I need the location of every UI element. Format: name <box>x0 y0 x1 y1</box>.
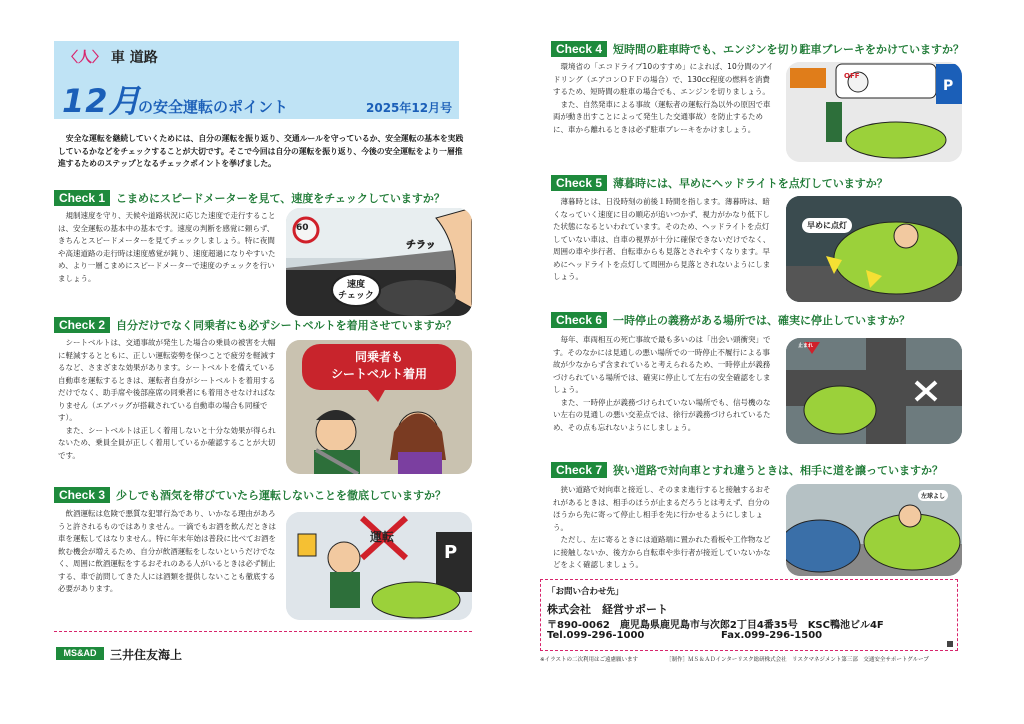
check5-body <box>553 196 775 284</box>
check3-title: 少しでも酒気を帯びていたら運転しないことを徹底していますか？ <box>116 489 447 502</box>
check7-title: 狭い道路で対向車とすれ違うときは、相手に道を譲っていますか？ <box>613 464 944 477</box>
check2-paragraph: また、シートベルトは正しく着用しないと十分な効果が得られないため、乗員全員が正しく着用しているか確認することが大切です。 <box>58 425 276 460</box>
contact-company: 株式会社 経営サポート <box>547 603 668 616</box>
check1-badge: Check 1 <box>54 190 110 206</box>
check3-body <box>58 508 276 596</box>
category-line <box>64 47 158 67</box>
check6-illustration <box>786 338 962 444</box>
check4-body <box>553 61 775 136</box>
engine-off-label: OFF <box>844 72 860 80</box>
contact-fax: Fax.099-296-1500 <box>721 630 823 641</box>
check1-body <box>58 210 276 285</box>
check6-badge: Check 6 <box>551 312 607 328</box>
check3-header <box>54 487 446 503</box>
check7-badge: Check 7 <box>551 462 607 478</box>
check5-header <box>551 175 888 191</box>
check4-illustration <box>786 62 962 162</box>
check7-paragraph: ただし、左に寄るときには道路端に置かれた看板や工作物などに接触しないか、後方から自転車や歩行者が接近していないかなどをよく確認しましょう。 <box>553 535 771 569</box>
intro-paragraph: 安全な運転を継続していくためには、自分の運転を振り返り、交通ルールを守っているか、安全運転の基本を実践しているかなどをチェックすることが大切です。そこで今回は自分の運転を振り返り、今後の安全運転をより一層推進するためのステップとなるチェックポイントを挙げました。 <box>58 134 464 169</box>
category-tag: 〈人〉 <box>64 50 106 66</box>
check2-paragraph: シートベルトは、交通事故が発生した場合の乗員の被害を大幅に軽減するとともに、正しい運転姿勢を保つことで疲労を軽減するなど、さまざまな効果があります。シートベルトを備えている自動車を運転するときは、運転者自身がシートベルトを着用するだけでなく、助手席や後部座席の同乗者にも着用させなければなりません（エアバッグが搭載されている自動車の場合も同様です）。 <box>58 338 276 422</box>
check1-illustration <box>286 208 472 316</box>
speed-check-bubble: 速度 チェック <box>338 280 374 301</box>
check7-illustration <box>786 484 962 576</box>
check5-title: 薄暮時には、早めにヘッドライトを点灯していますか？ <box>613 177 888 190</box>
stop-sign-text: 止まれ <box>798 343 814 349</box>
seatbelt-bubble-line1: 同乗者も <box>354 350 403 364</box>
headlight-bubble: 早めに点灯 <box>802 218 852 233</box>
check7-header <box>551 462 943 478</box>
parking-sign: P <box>444 542 458 563</box>
check2-body <box>58 337 276 462</box>
check2-title: 自分だけでなく同乗者にも必ずシートベルトを着用させていますか？ <box>116 319 457 332</box>
check6-header <box>551 312 910 328</box>
check5-paragraph: 薄暮時とは、日没時刻の前後１時間を指します。薄暮時は、暗くなっていく速度に目の順応が追いつかず、視力がかなり低下した状態になるといわれています。そのため、ヘッドライトを点灯していない車は、自車の視界が十分に確保できないだけでなく、周囲の車や歩行者、自転車からも見落とされやすくなります。早めにヘッドライトを点灯して周囲から見落とされないようにしましょう。 <box>553 197 771 281</box>
check6-paragraph: 毎年、車両相互の死亡事故で最も多いのは「出会い頭衝突」です。そのなかには見通しの悪い場所での一時停止不履行による事故が少なからず含まれていると考えられるため、一時停止が義務づけられている場所では、確実に停止して左右の安全確認をしましょう。 <box>553 335 771 394</box>
check3-paragraph: 飲酒運転は危険で悪質な犯罪行為であり、いかなる理由があろうと許されるものではありません。一滴でもお酒を飲んだときは車を運転してはなりません。特に年末年始は普段に比べてお酒を飲む機会が増えるため、自分が飲酒運転をしないというだけでなく、周囲に飲酒運転をするおそれのある人がいるときは必ず制止する、車で訪問してきた人には酒類を提供しないことも徹底する必要があります。 <box>58 509 276 593</box>
check7-body <box>553 484 775 572</box>
check5-illustration <box>786 196 962 302</box>
contact-tel: Tel.099-296-1000 <box>547 630 645 641</box>
category-label: 車 道路 <box>110 50 158 66</box>
check7-paragraph: 狭い道路で対向車と接近し、そのまま進行すると接触するおそれがあるときは、相手のほうが止まるだろうとは考えず、自分のほうから先に寄って停止し相手を先に行かせるようにしましょう。 <box>553 485 771 532</box>
check6-body <box>553 334 775 434</box>
contact-heading: 「お問い合わせ先」 <box>547 587 624 597</box>
left-clear-bubble: 左球よし <box>918 490 948 501</box>
glance-sfx: チラッ <box>406 240 436 251</box>
check2-illustration <box>286 340 472 474</box>
check4-paragraph: また、自然発車による事故（運転者の運転行為以外の原因で車両が動き出すことによって発生した交通事故）を防止するために、車から離れるときは必ず駐車ブレーキをかけましょう。 <box>553 99 771 134</box>
check1-paragraph: 規制速度を守り、天候や道路状況に応じた速度で走行することは、安全運転の基本中の基本です。速度の判断を感覚に頼らず、きちんとスピードメーターを見てチェックしましょう。特に夜間や高速道路の走行時は速度感覚が鈍り、速度超過になりやすいため、より一層こまめにスピードメーターで速度のチェックを行いましょう。 <box>58 211 276 283</box>
check2-badge: Check 2 <box>54 317 110 333</box>
check6-paragraph: また、一時停止が義務づけられていない場所でも、信号機のない左右の見通しの悪い交差点では、徐行が義務づけられているため、その点も忘れないようにしましょう。 <box>553 397 771 432</box>
speed-sign-text: 60 <box>296 223 309 233</box>
drive-label: 運転 <box>370 530 395 544</box>
illustration-note: ※イラストの二次利用はご遠慮願います <box>540 657 638 663</box>
divider-line <box>54 631 472 632</box>
contact-address: 〒890-0062 鹿児島県鹿児島市与次郎2丁目4番35号 KSC鴨池ビル4F <box>547 620 884 631</box>
check4-badge: Check 4 <box>551 41 607 57</box>
page-subtitle: の安全運転のポイント <box>138 98 289 116</box>
check2-header <box>54 317 457 333</box>
contact-box <box>540 579 958 651</box>
seatbelt-bubble-line2: シートベルト着用 <box>330 367 427 381</box>
check6-title: 一時停止の義務がある場所では、確実に停止していますか？ <box>613 314 911 327</box>
check1-title: こまめにスピードメーターを見て、速度をチェックしていますか？ <box>116 192 445 205</box>
parking-sign: P <box>943 78 954 94</box>
check5-badge: Check 5 <box>551 175 607 191</box>
check4-title: 短時間の駐車時でも、エンジンを切り駐車ブレーキをかけていますか？ <box>613 43 965 56</box>
page-title: 12月 <box>62 82 142 120</box>
check3-badge: Check 3 <box>54 487 110 503</box>
check1-header <box>54 190 445 206</box>
msad-logo: MS&AD <box>56 647 104 660</box>
corner-mark <box>947 641 953 647</box>
check4-header <box>551 41 964 57</box>
check3-illustration <box>286 512 472 620</box>
production-credit: ［制作］ＭＳ＆ＡＤインターリスク総研株式会社 リスクマネジメント第三部 交通安全サポートグループ <box>666 657 929 663</box>
issue-label: 2025年12月号 <box>366 101 453 115</box>
check4-paragraph: 環境省の「エコドライブ10のすすめ」によれば、10分間のアイドリング（エアコンＯＦＦの場合）で、130cc程度の燃料を消費するため、短時間の駐車の場合でも、エンジンを切りましょう。 <box>553 62 774 96</box>
brand-name: 三井住友海上 <box>110 648 183 662</box>
